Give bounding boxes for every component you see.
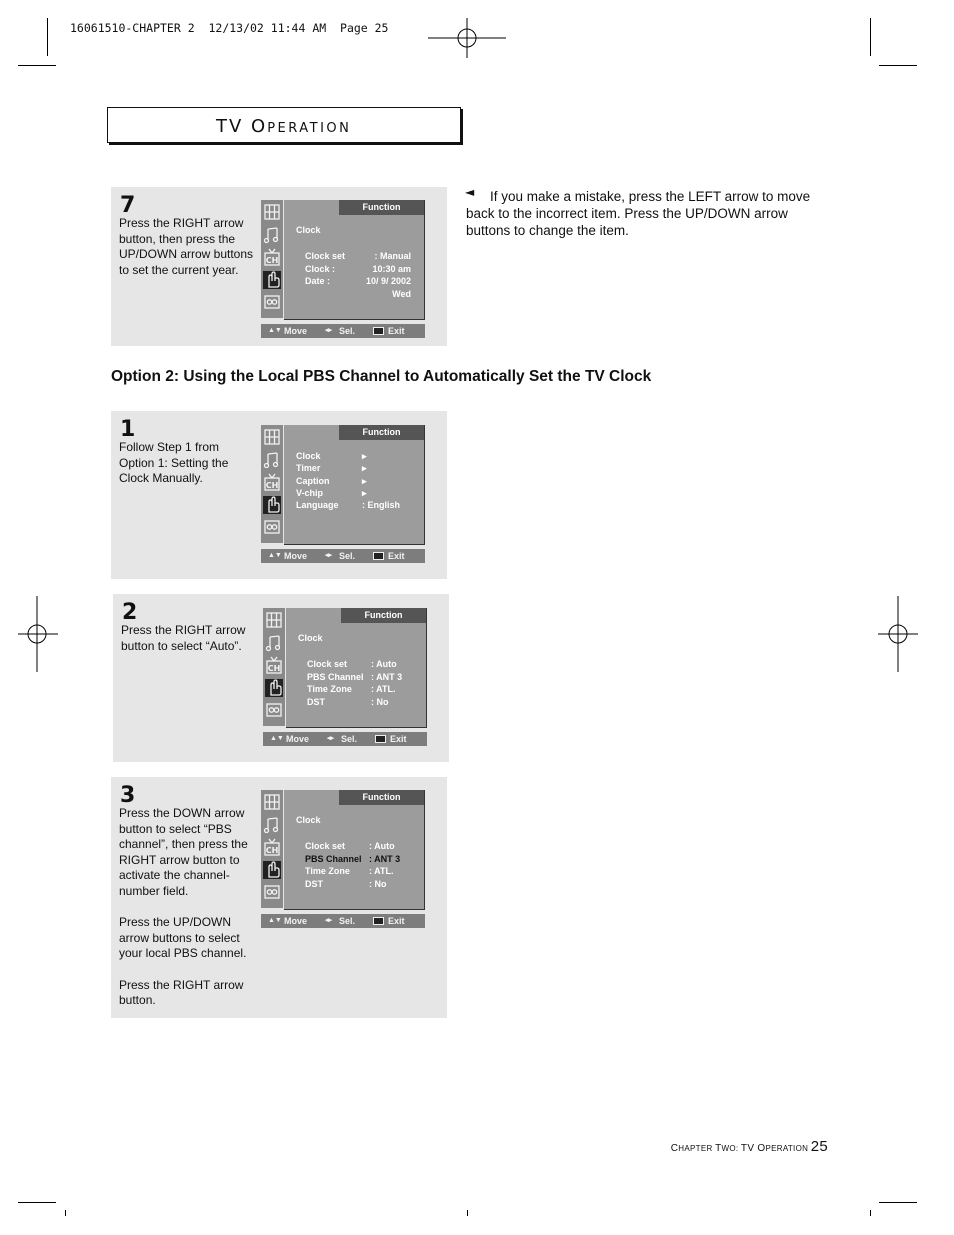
- page-number: 25: [810, 1138, 828, 1155]
- step-panel-2: [113, 594, 449, 762]
- up-down-arrow-icon: ▲▼: [268, 327, 282, 334]
- move-label: Move: [284, 916, 308, 926]
- step-number: 2: [122, 600, 138, 625]
- menu-row-value: : Auto: [369, 841, 395, 851]
- page-footer: CHAPTER TWO: TV OPERATION 25: [670, 1138, 828, 1155]
- step-panel-1: [111, 411, 447, 579]
- function-tab: Function: [339, 425, 424, 440]
- function-tab: Function: [339, 200, 424, 215]
- function-hand-icon: [263, 271, 281, 289]
- instruction-paragraph: Press the DOWN arrow button to select “PBS channel”, then press the RIGHT arrow button to activate the channel-number field.: [119, 806, 248, 898]
- svg-text:CH: CH: [267, 664, 281, 673]
- sound-icon: [265, 634, 283, 652]
- menu-icon-column: [261, 790, 283, 908]
- instruction-paragraph: Follow Step 1 from Option 1: Setting the Clock Manually.: [119, 440, 229, 486]
- menu-area: [284, 425, 425, 545]
- menu-row-label: Time Zone: [305, 866, 350, 876]
- tv-menu-screen: [261, 790, 425, 930]
- menu-row-value: : No: [371, 696, 389, 707]
- menu-row-value: ▸: [362, 463, 367, 474]
- menu-row-value: 10/ 9/ 2002: [365, 276, 411, 286]
- menu-row-label: PBS Channel: [305, 853, 362, 864]
- menu-title: Clock: [296, 815, 321, 825]
- channel-icon: [263, 473, 281, 491]
- menu-row-label: Clock set: [307, 659, 348, 669]
- menu-row-label: Timer: [296, 463, 321, 474]
- function-hand-icon: [265, 679, 283, 697]
- menu-row-label: Time Zone: [307, 684, 352, 694]
- crop-mark: [47, 18, 48, 56]
- move-label: Move: [284, 326, 308, 336]
- step-instructions: [119, 440, 254, 502]
- up-down-arrow-icon: ▲▼: [268, 917, 282, 924]
- menu-area: [284, 200, 425, 320]
- exit-label: Exit: [388, 916, 405, 926]
- picture-icon: [263, 203, 281, 221]
- move-label: Move: [286, 734, 310, 744]
- menu-row-value: : ATL.: [371, 684, 396, 694]
- move-label: Move: [284, 551, 308, 561]
- sel-label: Sel.: [339, 326, 356, 336]
- crop-mark: [879, 1202, 917, 1203]
- channel-icon: [263, 248, 281, 266]
- menu-button-icon: [375, 735, 386, 743]
- registration-mark: [18, 596, 58, 672]
- tv-menu-screen: [261, 425, 425, 565]
- exit-label: Exit: [390, 734, 407, 744]
- menu-row-label: Clock set: [305, 841, 346, 851]
- menu-title: Clock: [298, 633, 323, 643]
- menu-row-value: ▸: [362, 451, 367, 461]
- channel-icon: [263, 838, 281, 856]
- menu-row-value: ▸: [362, 475, 367, 486]
- registration-mark: [428, 18, 508, 58]
- menu-button-icon: [373, 327, 384, 335]
- menu-help-bar: [261, 549, 425, 563]
- menu-row-value: 10:30 am: [372, 263, 411, 274]
- left-right-arrow-icon: ◂▸: [325, 552, 333, 559]
- svg-text:CH: CH: [265, 481, 279, 490]
- crop-mark: [870, 1210, 871, 1216]
- crop-mark: [870, 18, 871, 56]
- channel-icon: [265, 656, 283, 674]
- menu-icon-column: [261, 425, 283, 543]
- crop-mark: [879, 65, 917, 66]
- crop-mark: [65, 1210, 66, 1216]
- menu-help-bar: [261, 324, 425, 338]
- svg-text:CH: CH: [265, 256, 279, 265]
- exit-label: Exit: [388, 326, 405, 336]
- left-right-arrow-icon: ◂▸: [325, 917, 333, 924]
- sound-icon: [263, 816, 281, 834]
- instruction-paragraph: Press the RIGHT arrow button, then press the UP/DOWN arrow buttons to set the current year.: [119, 216, 254, 277]
- menu-row-label: PBS Channel: [307, 671, 364, 682]
- menu-row-label: Caption: [296, 475, 330, 486]
- menu-row-label: DST: [305, 878, 323, 889]
- menu-row-value: : English: [362, 500, 400, 511]
- section-title: TV OPERATION: [216, 116, 352, 137]
- menu-help-bar: [261, 914, 425, 928]
- step-number: 1: [120, 417, 136, 442]
- step-number: 3: [120, 783, 136, 808]
- svg-text:CH: CH: [265, 846, 279, 855]
- menu-icon-column: [261, 200, 283, 318]
- menu-row-value: : ATL.: [369, 866, 394, 876]
- menu-row-label: Clock: [296, 451, 321, 461]
- menu-row-value: : Auto: [371, 659, 397, 669]
- tape-icon: [263, 883, 281, 901]
- sound-icon: [263, 451, 281, 469]
- menu-icon-column: [263, 608, 285, 726]
- menu-area: [286, 608, 427, 728]
- menu-row-label: Date :: [305, 276, 331, 286]
- menu-button-icon: [373, 552, 384, 560]
- tape-icon: [265, 701, 283, 719]
- registration-mark: [878, 596, 918, 672]
- step-instructions: [121, 623, 256, 670]
- section-title-box: [107, 107, 461, 143]
- menu-row-value: Wed: [392, 288, 411, 299]
- function-tab: Function: [339, 790, 424, 805]
- sound-icon: [263, 226, 281, 244]
- option-heading: Option 2: Using the Local PBS Channel to Automatically Set the TV Clock: [111, 368, 652, 385]
- menu-row-label: Clock :: [305, 263, 336, 274]
- crop-mark: [467, 1210, 468, 1216]
- menu-title: Clock: [296, 225, 321, 235]
- function-hand-icon: [263, 861, 281, 879]
- crop-mark: [18, 1202, 56, 1203]
- step-panel-7: [111, 187, 447, 346]
- menu-row-value: : No: [369, 878, 387, 889]
- tv-menu-screen: [261, 200, 425, 340]
- up-down-arrow-icon: ▲▼: [268, 552, 282, 559]
- print-slug: 16061510-CHAPTER 2 12/13/02 11:44 AM Page 25: [70, 21, 389, 35]
- left-arrow-icon: ◄: [465, 185, 475, 199]
- instruction-paragraph: Press the UP/DOWN arrow buttons to select your local PBS channel.: [119, 915, 247, 961]
- function-hand-icon: [263, 496, 281, 514]
- step-instructions: [119, 806, 254, 1024]
- tv-menu-screen: [263, 608, 427, 748]
- menu-button-icon: [373, 917, 384, 925]
- picture-icon: [263, 428, 281, 446]
- step-number: 7: [120, 193, 136, 218]
- sel-label: Sel.: [339, 916, 356, 926]
- menu-help-bar: [263, 732, 427, 746]
- crop-mark: [18, 65, 56, 66]
- left-right-arrow-icon: ◂▸: [327, 735, 335, 742]
- menu-row-value: : ANT 3: [369, 853, 401, 864]
- instruction-paragraph: Press the RIGHT arrow button.: [119, 977, 244, 1008]
- exit-label: Exit: [388, 551, 405, 561]
- menu-row-label: DST: [307, 696, 325, 707]
- menu-row-value: : ANT 3: [371, 671, 403, 682]
- sel-label: Sel.: [341, 734, 358, 744]
- up-down-arrow-icon: ▲▼: [270, 735, 284, 742]
- note-text: If you make a mistake, press the LEFT arrow to move back to the incorrect item. Press the UP/DOWN arrow buttons to change the item.: [466, 189, 811, 238]
- left-right-arrow-icon: ◂▸: [325, 327, 333, 334]
- picture-icon: [265, 611, 283, 629]
- menu-row-label: V-chip: [296, 487, 324, 498]
- instruction-paragraph: Press the RIGHT arrow button to select “Auto”.: [121, 623, 246, 653]
- menu-row-label: Clock set: [305, 251, 346, 261]
- menu-row-value: ▸: [362, 487, 367, 498]
- menu-row-label: Language: [296, 500, 339, 511]
- menu-row-value: : Manual: [374, 251, 411, 261]
- tape-icon: [263, 293, 281, 311]
- picture-icon: [263, 793, 281, 811]
- function-tab: Function: [341, 608, 426, 623]
- menu-area: [284, 790, 425, 910]
- step-panel-3: [111, 777, 447, 1018]
- tape-icon: [263, 518, 281, 536]
- sel-label: Sel.: [339, 551, 356, 561]
- step-instructions: [119, 216, 254, 294]
